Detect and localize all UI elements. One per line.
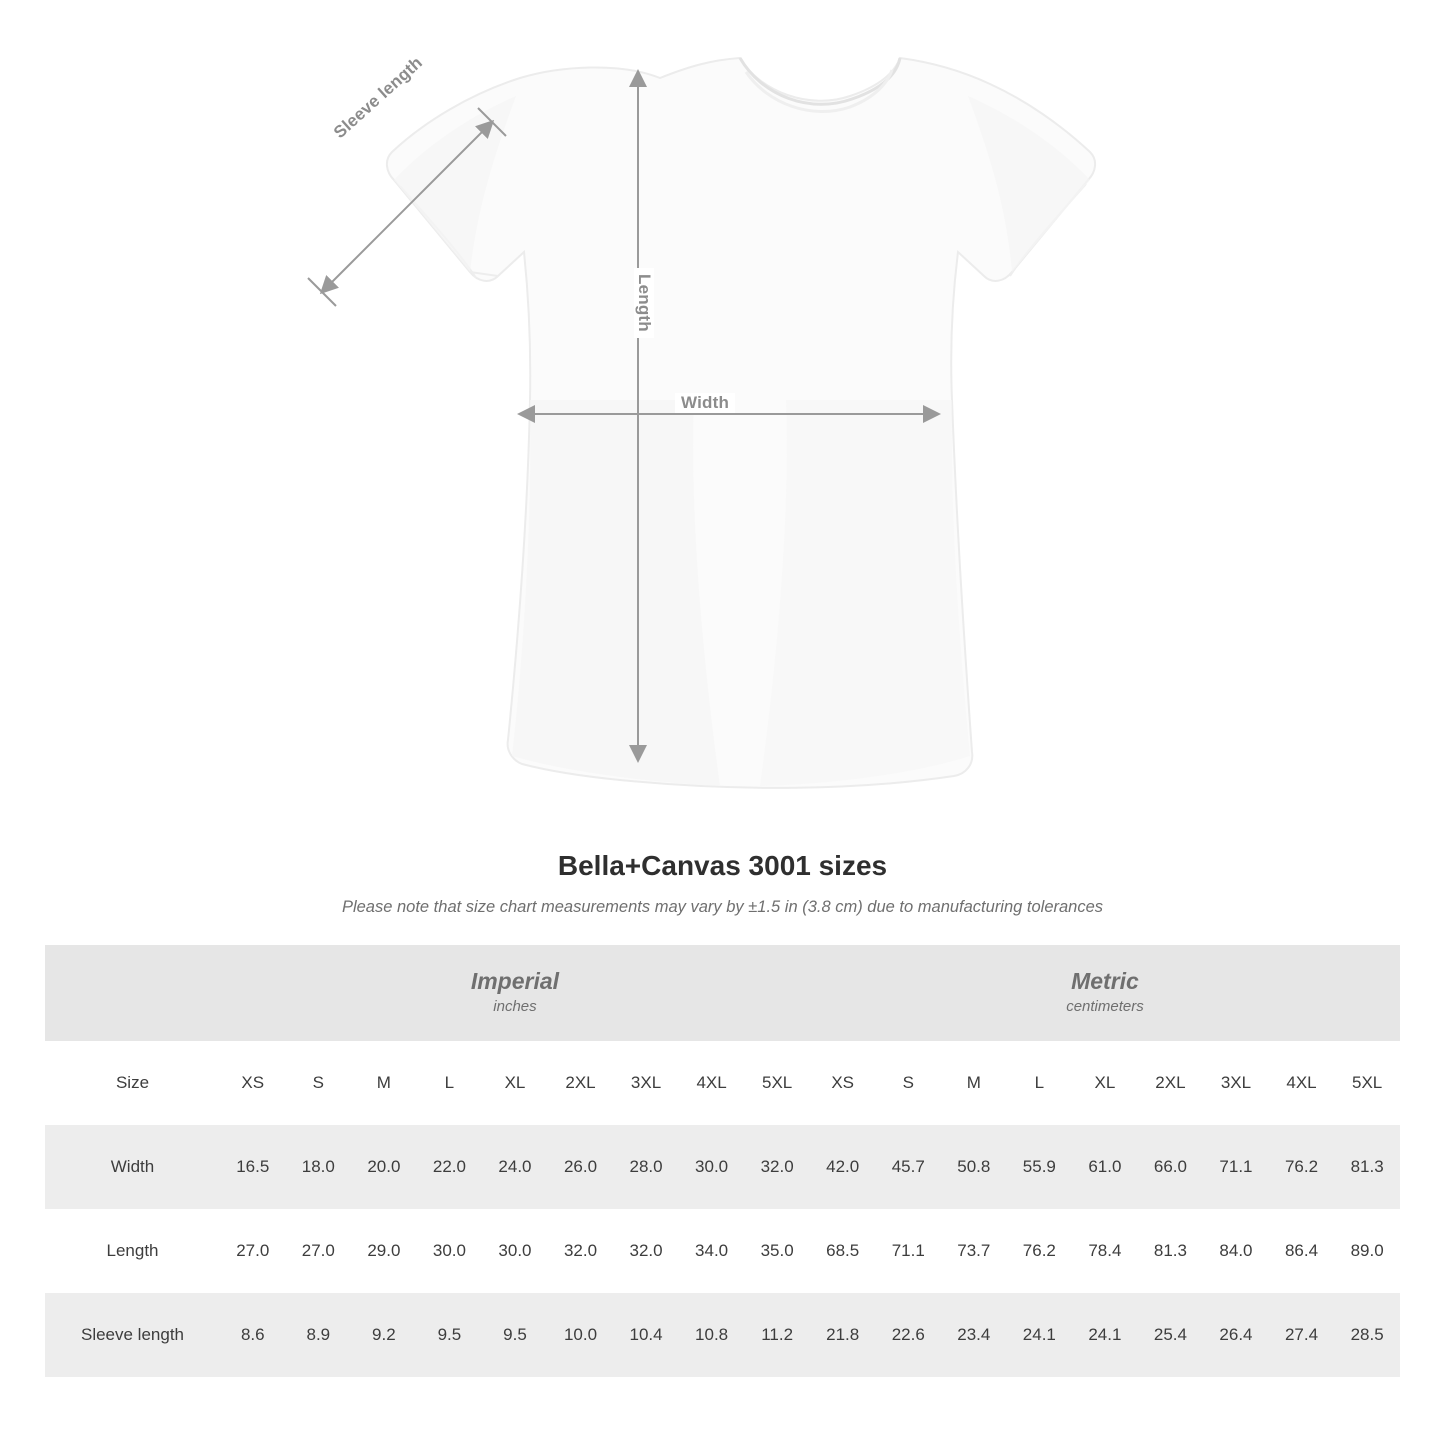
chart-title-block bbox=[0, 850, 1445, 917]
header-size-imp-xl: XL bbox=[482, 1041, 548, 1125]
cell-sleeve-met-5xl: 28.5 bbox=[1334, 1293, 1400, 1377]
cell-width-met-3xl: 71.1 bbox=[1203, 1125, 1269, 1209]
header-size-imp-xs: XS bbox=[220, 1041, 286, 1125]
cell-sleeve-imp-4xl: 10.8 bbox=[679, 1293, 745, 1377]
header-size-met-s: S bbox=[875, 1041, 941, 1125]
header-size: Size bbox=[45, 1041, 220, 1125]
row-label-sleeve-length: Sleeve length bbox=[45, 1293, 220, 1377]
page-title: Bella+Canvas 3001 sizes bbox=[557, 850, 888, 881]
header-size-imp-2xl: 2XL bbox=[548, 1041, 614, 1125]
cell-length-met-m: 73.7 bbox=[941, 1209, 1007, 1293]
table-row-length bbox=[45, 1209, 1400, 1293]
cell-width-imp-l: 22.0 bbox=[417, 1125, 483, 1209]
sleeve-length-dimension-label: Sleeve length bbox=[330, 52, 427, 143]
unit-group-row bbox=[45, 945, 1400, 1041]
shirt-silhouette bbox=[387, 58, 1095, 788]
cell-sleeve-imp-3xl: 10.4 bbox=[613, 1293, 679, 1377]
cell-length-met-2xl: 81.3 bbox=[1138, 1209, 1204, 1293]
cell-width-imp-3xl: 28.0 bbox=[613, 1125, 679, 1209]
header-size-imp-4xl: 4XL bbox=[679, 1041, 745, 1125]
cell-sleeve-imp-l: 9.5 bbox=[417, 1293, 483, 1377]
unit-group-imperial-sub: inches bbox=[493, 998, 537, 1016]
cell-length-imp-m: 29.0 bbox=[351, 1209, 417, 1293]
cell-sleeve-met-s: 22.6 bbox=[875, 1293, 941, 1377]
cell-width-met-s: 45.7 bbox=[875, 1125, 941, 1209]
cell-width-met-2xl: 66.0 bbox=[1138, 1125, 1204, 1209]
cell-width-met-5xl: 81.3 bbox=[1334, 1125, 1400, 1209]
cell-sleeve-met-3xl: 26.4 bbox=[1203, 1293, 1269, 1377]
header-size-met-m: M bbox=[941, 1041, 1007, 1125]
cell-sleeve-met-xl: 24.1 bbox=[1072, 1293, 1138, 1377]
cell-width-met-l: 55.9 bbox=[1007, 1125, 1073, 1209]
length-dimension-label: Length bbox=[634, 268, 654, 338]
cell-length-imp-4xl: 34.0 bbox=[679, 1209, 745, 1293]
cell-sleeve-imp-xs: 8.6 bbox=[220, 1293, 286, 1377]
row-label-width: Width bbox=[45, 1125, 220, 1209]
cell-sleeve-imp-m: 9.2 bbox=[351, 1293, 417, 1377]
cell-width-imp-4xl: 30.0 bbox=[679, 1125, 745, 1209]
header-size-imp-3xl: 3XL bbox=[613, 1041, 679, 1125]
cell-length-met-3xl: 84.0 bbox=[1203, 1209, 1269, 1293]
size-chart-table bbox=[45, 945, 1400, 1377]
header-size-imp-s: S bbox=[286, 1041, 352, 1125]
cell-width-imp-xl: 24.0 bbox=[482, 1125, 548, 1209]
cell-length-imp-3xl: 32.0 bbox=[613, 1209, 679, 1293]
header-size-met-3xl: 3XL bbox=[1203, 1041, 1269, 1125]
cell-width-met-xl: 61.0 bbox=[1072, 1125, 1138, 1209]
cell-length-met-xl: 78.4 bbox=[1072, 1209, 1138, 1293]
cell-length-met-l: 76.2 bbox=[1007, 1209, 1073, 1293]
cell-sleeve-imp-2xl: 10.0 bbox=[548, 1293, 614, 1377]
cell-length-met-xs: 68.5 bbox=[810, 1209, 876, 1293]
cell-length-imp-l: 30.0 bbox=[417, 1209, 483, 1293]
header-size-imp-l: L bbox=[417, 1041, 483, 1125]
header-size-met-xs: XS bbox=[810, 1041, 876, 1125]
cell-width-imp-2xl: 26.0 bbox=[548, 1125, 614, 1209]
cell-width-imp-m: 20.0 bbox=[351, 1125, 417, 1209]
unit-group-imperial-name: Imperial bbox=[470, 967, 560, 994]
cell-sleeve-met-xs: 21.8 bbox=[810, 1293, 876, 1377]
cell-length-imp-5xl: 35.0 bbox=[744, 1209, 810, 1293]
cell-length-met-4xl: 86.4 bbox=[1269, 1209, 1335, 1293]
cell-length-imp-2xl: 32.0 bbox=[548, 1209, 614, 1293]
cell-sleeve-met-4xl: 27.4 bbox=[1269, 1293, 1335, 1377]
header-size-met-2xl: 2XL bbox=[1138, 1041, 1204, 1125]
unit-spacer-cell bbox=[45, 945, 220, 1041]
cell-width-imp-s: 18.0 bbox=[286, 1125, 352, 1209]
cell-width-imp-5xl: 32.0 bbox=[744, 1125, 810, 1209]
header-size-met-4xl: 4XL bbox=[1269, 1041, 1335, 1125]
cell-sleeve-imp-xl: 9.5 bbox=[482, 1293, 548, 1377]
unit-group-metric bbox=[810, 945, 1400, 1041]
row-label-length: Length bbox=[45, 1209, 220, 1293]
cell-sleeve-met-2xl: 25.4 bbox=[1138, 1293, 1204, 1377]
cell-width-met-4xl: 76.2 bbox=[1269, 1125, 1335, 1209]
width-dimension-label: Width bbox=[675, 393, 735, 413]
cell-sleeve-imp-s: 8.9 bbox=[286, 1293, 352, 1377]
cell-length-imp-xs: 27.0 bbox=[220, 1209, 286, 1293]
cell-sleeve-met-l: 24.1 bbox=[1007, 1293, 1073, 1377]
cell-length-imp-xl: 30.0 bbox=[482, 1209, 548, 1293]
cell-sleeve-imp-5xl: 11.2 bbox=[744, 1293, 810, 1377]
table-row-width bbox=[45, 1125, 1400, 1209]
cell-length-met-5xl: 89.0 bbox=[1334, 1209, 1400, 1293]
size-chart-table-wrapper bbox=[45, 945, 1400, 1377]
cell-width-imp-xs: 16.5 bbox=[220, 1125, 286, 1209]
cell-sleeve-met-m: 23.4 bbox=[941, 1293, 1007, 1377]
cell-length-met-s: 71.1 bbox=[875, 1209, 941, 1293]
header-size-met-xl: XL bbox=[1072, 1041, 1138, 1125]
unit-group-imperial bbox=[220, 945, 810, 1041]
tolerance-note: Please note that size chart measurements may vary by ±1.5 in (3.8 cm) due to manufacturing tolerances bbox=[341, 898, 1104, 916]
header-size-met-l: L bbox=[1007, 1041, 1073, 1125]
header-size-imp-5xl: 5XL bbox=[744, 1041, 810, 1125]
unit-group-metric-sub: centimeters bbox=[1066, 998, 1144, 1016]
table-row-sleeve-length bbox=[45, 1293, 1400, 1377]
header-size-met-5xl: 5XL bbox=[1334, 1041, 1400, 1125]
cell-length-imp-s: 27.0 bbox=[286, 1209, 352, 1293]
cell-width-met-xs: 42.0 bbox=[810, 1125, 876, 1209]
table-header-row bbox=[45, 1041, 1400, 1125]
unit-group-metric-name: Metric bbox=[1071, 967, 1139, 994]
cell-width-met-m: 50.8 bbox=[941, 1125, 1007, 1209]
header-size-imp-m: M bbox=[351, 1041, 417, 1125]
